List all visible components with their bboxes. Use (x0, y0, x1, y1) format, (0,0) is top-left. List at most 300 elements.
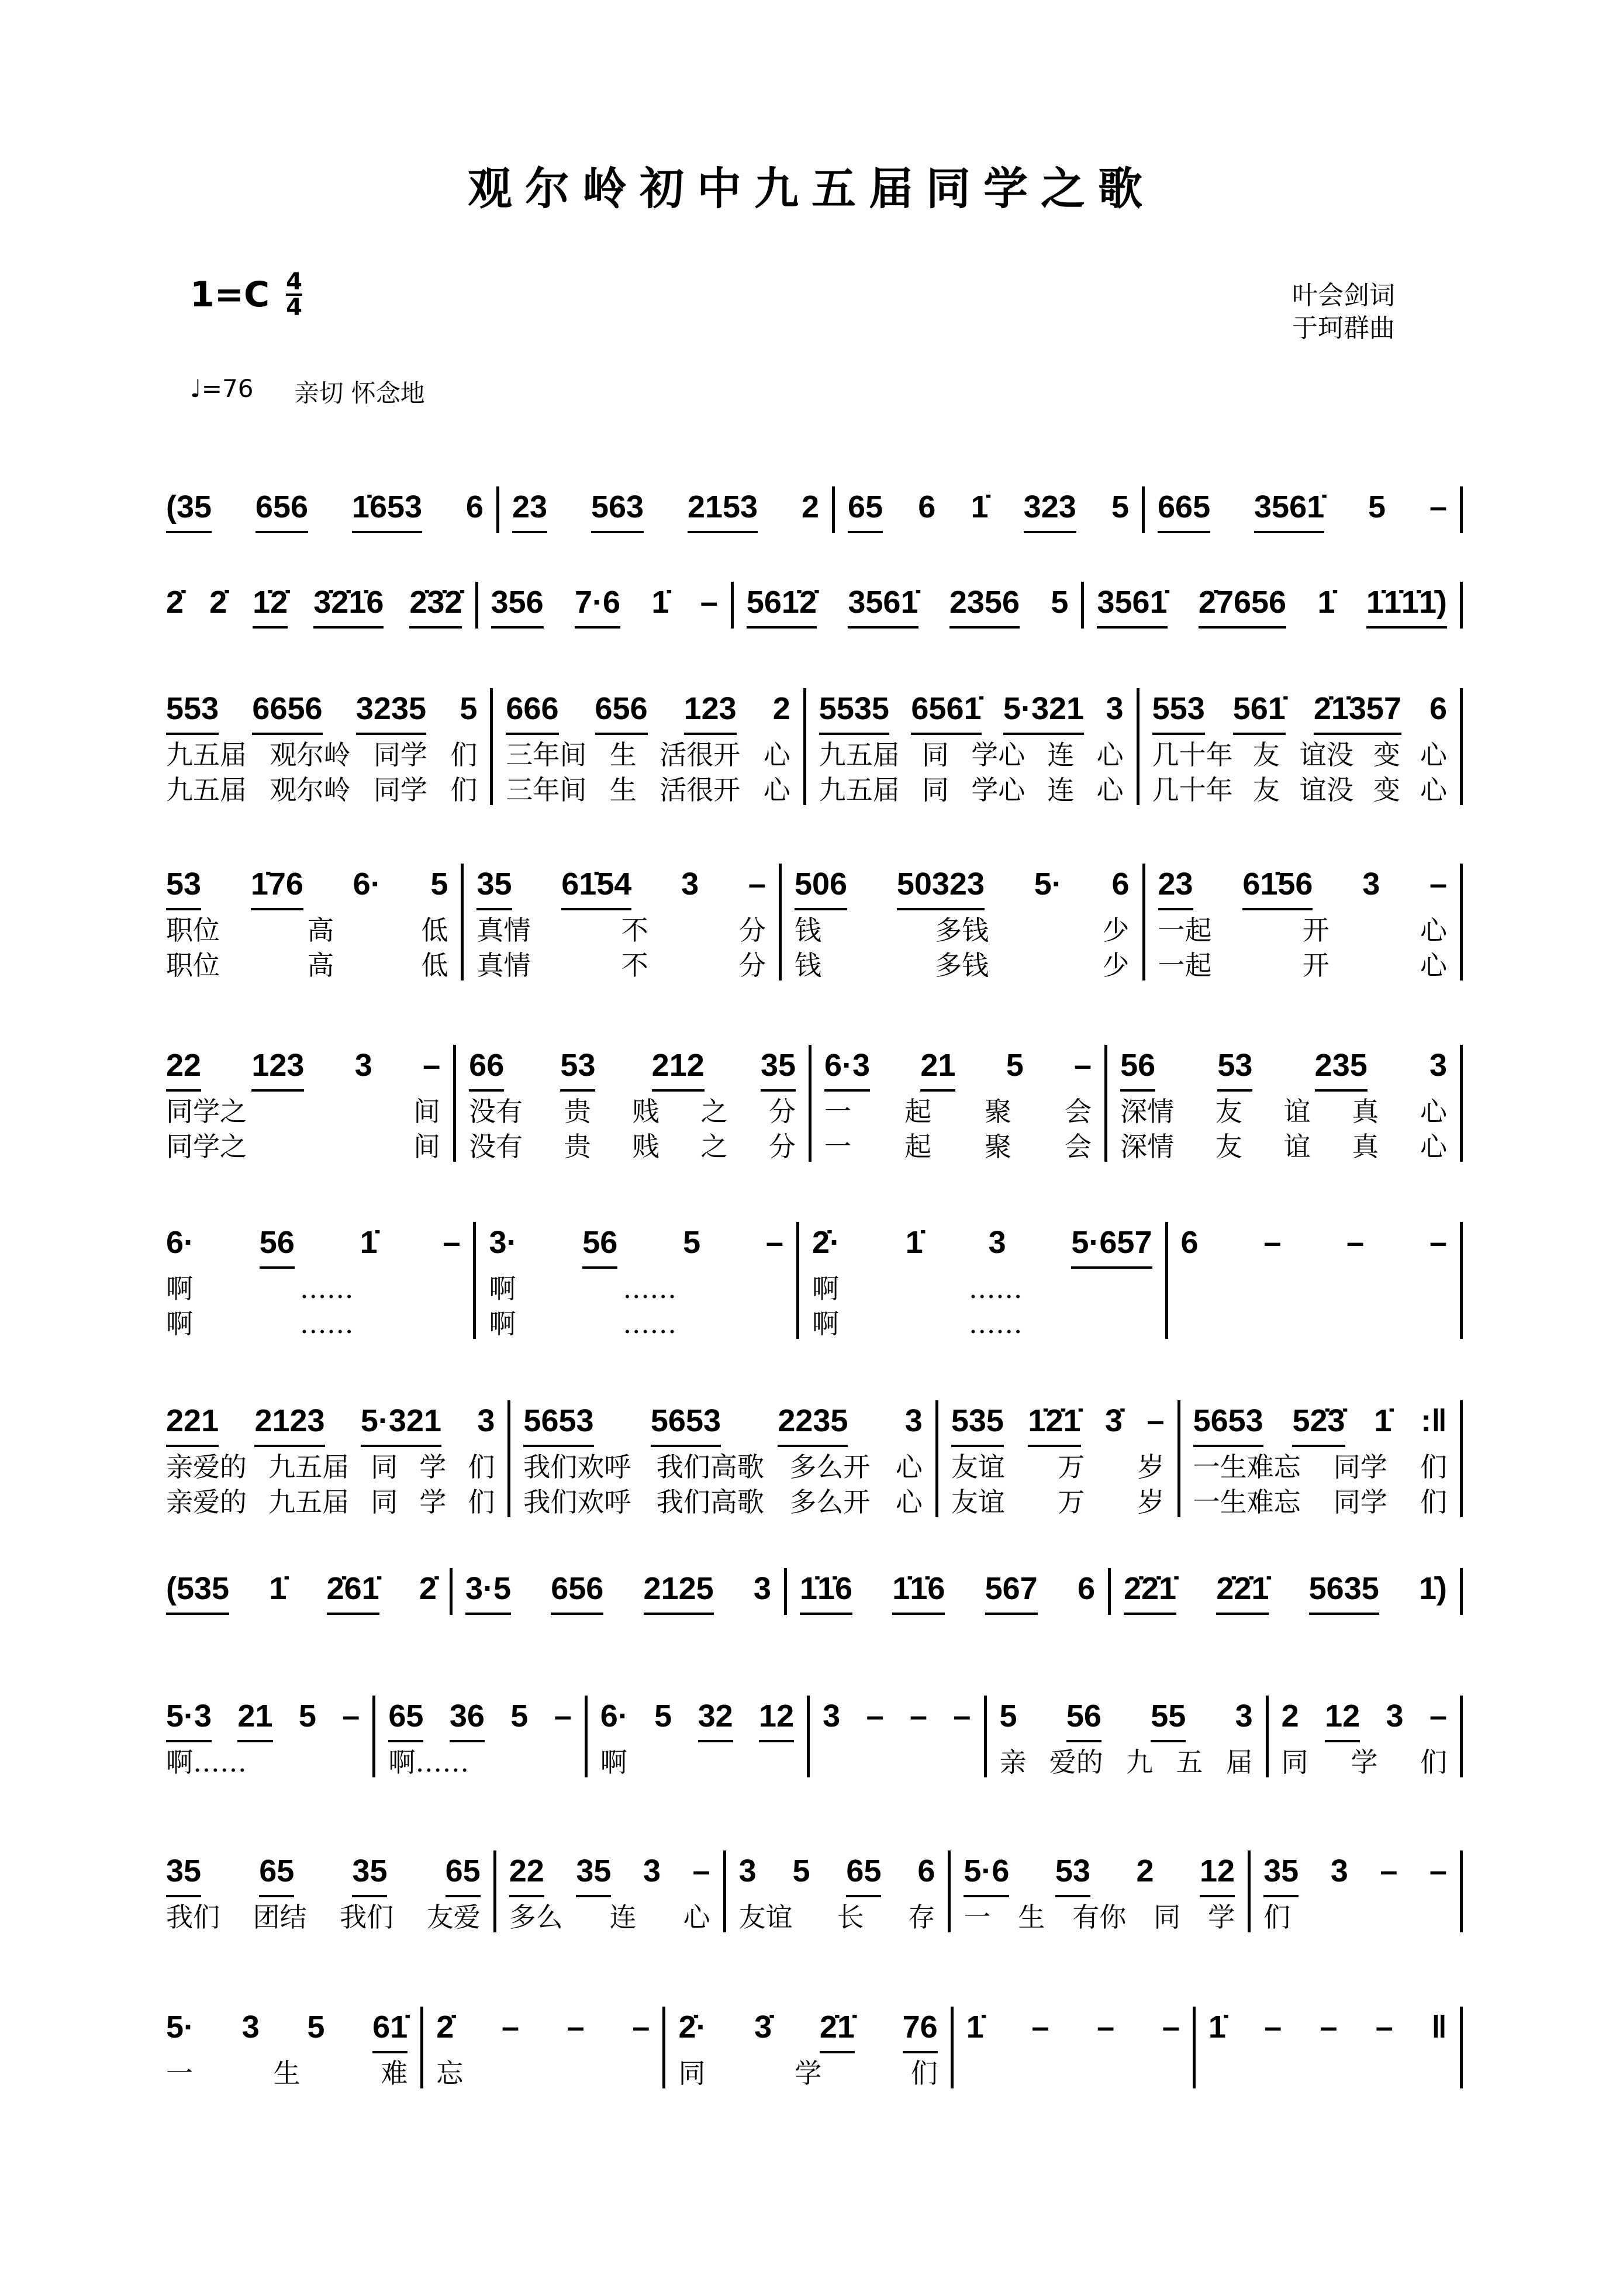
note-group: 2123 (254, 1400, 324, 1447)
measure (935, 1400, 1177, 1517)
lyric-line (819, 740, 1124, 770)
note-group: 2125 (644, 1568, 714, 1615)
lyric-word: 真 (1352, 1131, 1379, 1162)
note-group: – (1031, 2010, 1049, 2045)
note-group: 6561̇ (911, 688, 981, 735)
lyric-line (506, 775, 790, 805)
note-group: 5 (1051, 585, 1069, 620)
lyric-word: 贵 (564, 1131, 591, 1162)
lyric-word: 心 (1420, 914, 1448, 946)
lyric-line (1152, 775, 1447, 805)
note-group: – (700, 585, 718, 620)
lyric-word: 没有 (469, 1096, 523, 1127)
measure-notes (166, 688, 477, 735)
lyric-word: 啊 (489, 1308, 516, 1339)
lyric-word: 少 (1102, 914, 1130, 946)
measure-notes (436, 2007, 650, 2053)
lyric-word: 友爱 (426, 1901, 481, 1933)
lyric-word: 啊…… (388, 1746, 469, 1778)
note-group: 50323 (897, 864, 985, 910)
note-group: 2̇61̇ (327, 1568, 379, 1615)
lyric-word: 一 (824, 1131, 852, 1162)
note-group: 56 (1120, 1045, 1155, 1092)
measure-notes (465, 1568, 771, 1615)
lyric-word: 一 (824, 1096, 852, 1127)
lyric-line (824, 1096, 1092, 1127)
lyric-word: 团结 (253, 1901, 307, 1933)
lyric-word: 开 (1302, 914, 1330, 946)
lyric-line (600, 1747, 794, 1777)
note-group: 3 (1235, 1698, 1253, 1734)
lyric-word: 职位 (166, 950, 220, 981)
lyric-word: 心 (683, 1901, 710, 1933)
note-group: 561̇2̇ (747, 582, 817, 629)
note-group: 567 (985, 1568, 1038, 1615)
note-group: 35 (352, 1850, 387, 1897)
note-group: – (1429, 866, 1448, 902)
note-group: 65 (846, 1850, 881, 1897)
lyric-word: 钱 (794, 914, 821, 946)
note-group: – (1429, 1853, 1447, 1888)
lyric-word: 心 (1420, 1096, 1447, 1127)
note-group: 1̇) (1419, 1571, 1448, 1606)
lyric-line (166, 1308, 460, 1339)
note-group: – (953, 1698, 971, 1734)
note-group: 6 (917, 1853, 935, 1888)
measure (473, 1222, 796, 1339)
lyric-word: 亲爱的 (166, 1486, 247, 1518)
note-group: 53 (166, 864, 201, 910)
note-group: 123 (684, 688, 737, 735)
note-group: 12 (1325, 1696, 1360, 1742)
lyric-word: 啊 (166, 1273, 193, 1304)
lyric-line (1152, 740, 1447, 770)
note-group: 221 (166, 1400, 219, 1447)
note-group: 2356 (949, 582, 1020, 629)
lyric-word: 低 (421, 950, 448, 981)
note-group: – (342, 1698, 360, 1734)
note-group: 5 (298, 1698, 316, 1734)
lyric-word: 同 (371, 1486, 398, 1518)
lyric-word: 同 (921, 739, 949, 771)
note-group: 65 (446, 1850, 481, 1897)
note-group: 3 (1429, 1048, 1447, 1083)
lyric-word: 心 (1096, 774, 1124, 806)
lyric-line (469, 1096, 796, 1127)
note-group: 3̇ (754, 2010, 772, 2045)
note-group: 3 (1362, 866, 1380, 902)
lyric-line (819, 775, 1124, 805)
lyric-word: 一 (166, 2057, 193, 2089)
score-system (164, 1222, 1463, 1339)
lyric-word: 几十年 (1152, 739, 1233, 771)
note-group: 5 (1006, 1048, 1024, 1083)
lyric-word: 学 (795, 2057, 822, 2089)
note-group: 65 (388, 1696, 423, 1742)
note-group: 7·6 (575, 582, 620, 629)
note-group: 3 (477, 1403, 495, 1438)
note-group: 5 (792, 1853, 810, 1888)
lyric-line (166, 740, 477, 770)
lyric-word: 分 (738, 950, 766, 981)
lyric-word: 高 (307, 914, 334, 946)
note-group: 3 (241, 2010, 260, 2045)
note-group: 76 (903, 2007, 938, 2053)
lyric-line (476, 950, 766, 980)
note-group: 5·657 (1071, 1222, 1152, 1269)
note-group: – (1097, 2010, 1115, 2045)
note-group: 1̇ (966, 2010, 984, 2045)
lyric-word: 多么开 (789, 1486, 871, 1518)
lyric-word: 同学之 (166, 1096, 247, 1127)
lyric-word: 贵 (564, 1096, 591, 1127)
note-group: 5 (999, 1698, 1017, 1734)
note-group: 12 (1200, 1850, 1235, 1897)
lyric-word: 心 (1420, 1131, 1447, 1162)
note-group: 2153 (688, 486, 758, 533)
measure (948, 1850, 1248, 1932)
measure-notes (1158, 486, 1447, 533)
measure-notes (747, 582, 1069, 629)
note-group: – (1074, 1048, 1092, 1083)
measure-notes (1152, 688, 1447, 735)
note-group: 2̇ (419, 1571, 437, 1606)
lyric-word: 们 (1420, 1451, 1447, 1483)
note-group: 5 (683, 1225, 701, 1260)
measure (164, 1850, 493, 1932)
note-group: 5·6 (964, 1850, 1009, 1897)
measure-notes (848, 486, 1129, 533)
lyric-word: 难 (381, 2057, 408, 2089)
lyric-line (1193, 1487, 1447, 1517)
lyric-word: 低 (421, 914, 448, 946)
score-system (164, 582, 1463, 629)
lyric-line (1120, 1131, 1447, 1162)
lyric-line (812, 1273, 1152, 1304)
measure (951, 2007, 1193, 2088)
lyric-word: 三年间 (506, 739, 587, 771)
note-group: 6· (353, 866, 381, 902)
lyric-word: 啊…… (166, 1746, 247, 1778)
measure-notes (166, 1400, 495, 1447)
note-group: 323 (1024, 486, 1076, 533)
lyric-line (388, 1747, 571, 1777)
measure-notes (739, 1850, 935, 1897)
measure (507, 1400, 935, 1517)
note-group: 2̇· (811, 1225, 840, 1260)
note-group: 1̇ (651, 585, 669, 620)
note-group: 665 (1158, 486, 1210, 533)
note-group: 2 (801, 489, 819, 524)
note-group: 656 (595, 688, 648, 735)
lyric-word: 心 (1420, 774, 1447, 806)
note-group: 6·3 (824, 1045, 870, 1092)
lyric-word: 们 (468, 1451, 495, 1483)
measure (164, 486, 496, 533)
note-group: 666 (506, 688, 558, 735)
note-group: 22 (509, 1850, 544, 1897)
measure (164, 688, 490, 805)
lyric-word: 同学 (1333, 1451, 1387, 1483)
lyric-word: 多钱 (935, 914, 989, 946)
note-group: 5653 (1193, 1400, 1263, 1447)
note-group: 36 (450, 1696, 485, 1742)
measure-notes (966, 2007, 1180, 2053)
note-group: 53 (1217, 1045, 1252, 1092)
measure-notes (491, 582, 718, 629)
lyric-word: 一生难忘 (1193, 1486, 1301, 1518)
note-group: 2̇2̇1̇ (1216, 1568, 1269, 1615)
lyric-word: 贱 (632, 1096, 659, 1127)
note-group: 2̇1̇ (820, 2007, 855, 2053)
note-group: 6 (1111, 866, 1130, 902)
note-group: 5 (654, 1698, 672, 1734)
score-system (164, 688, 1463, 805)
tempo-marking (190, 374, 425, 409)
measure (420, 2007, 662, 2088)
note-group: 5 (430, 866, 448, 902)
note-group: 3̇ (1105, 1403, 1123, 1438)
score-system (164, 1696, 1463, 1777)
measure (723, 1850, 948, 1932)
note-group: – (1147, 1403, 1165, 1438)
note-group: 2 (772, 691, 790, 726)
lyric-word: 我们欢呼 (523, 1486, 631, 1518)
note-group: 6 (1180, 1225, 1199, 1260)
note-group: 53 (1055, 1850, 1090, 1897)
lyric-word: 连 (609, 1901, 637, 1933)
lyric-word: 生 (609, 774, 637, 806)
measure (1248, 1850, 1463, 1932)
lyric-word: 间 (413, 1096, 441, 1127)
note-group: 6 (1077, 1571, 1095, 1606)
note-group: 5653 (523, 1400, 593, 1447)
measure-notes (469, 1045, 796, 1092)
lyric-word: 一起 (1158, 914, 1212, 946)
measure (1081, 582, 1463, 629)
note-group: 35 (166, 1850, 201, 1897)
lyric-word: 分 (769, 1096, 796, 1127)
lyric-line (166, 1273, 460, 1304)
measure (164, 2007, 420, 2088)
lyric-word: 起 (904, 1131, 932, 1162)
measure (496, 486, 832, 533)
note-group: 12 (759, 1696, 794, 1742)
lyric-line (951, 1452, 1165, 1482)
measure-notes (166, 1222, 460, 1269)
note-group: – (1346, 1225, 1365, 1260)
lyric-word: 变 (1373, 774, 1400, 806)
measure (475, 582, 731, 629)
lyric-line (523, 1452, 922, 1482)
note-group: 5·3 (166, 1696, 212, 1742)
note-group: – (748, 866, 766, 902)
lyric-word: 我们欢呼 (523, 1451, 631, 1483)
lyric-word: 岁 (1137, 1486, 1165, 1518)
lyric-word: 变 (1373, 739, 1400, 771)
measure-notes (1208, 2007, 1447, 2053)
measure-notes (1124, 1568, 1447, 1615)
note-group: 53 (560, 1045, 595, 1092)
lyric-word: 九五届 (268, 1451, 350, 1483)
note-group: – (1380, 1853, 1398, 1888)
note-group: – (423, 1048, 441, 1083)
lyric-word: 三年间 (506, 774, 587, 806)
lyric-word: 生 (609, 739, 637, 771)
measure (461, 864, 779, 980)
note-group: 1̇ (1208, 2010, 1226, 2045)
lyric-word: 万 (1058, 1451, 1085, 1483)
note-group: – (1375, 2010, 1393, 2045)
lyric-word: 钱 (794, 950, 821, 981)
note-group: – (1263, 1225, 1282, 1260)
lyric-line (476, 915, 766, 945)
lyric-word: 学 (419, 1486, 447, 1518)
note-group: ‖ (1431, 2010, 1447, 2045)
lyric-word: 友 (1215, 1131, 1242, 1162)
score-system (164, 1400, 1463, 1517)
lyric-word: 亲 (999, 1746, 1027, 1778)
note-group: 35 (1263, 1850, 1299, 1897)
lyric-word: 高 (307, 950, 334, 981)
note-group: 3 (1106, 691, 1124, 726)
time-signature (286, 270, 302, 319)
page-title: 观尔岭初中九五届同学之歌 (468, 163, 1155, 215)
composer: 于珂群曲 (1292, 313, 1395, 343)
tempo-expression: 亲切 怀念地 (294, 379, 425, 408)
measure (731, 582, 1082, 629)
lyric-word: 们 (450, 774, 478, 806)
note-group: 1̇2̇1̇ (1028, 1400, 1080, 1447)
note-group: 3 (643, 1853, 661, 1888)
measure-notes (964, 1850, 1235, 1897)
lyric-line (1282, 1747, 1447, 1777)
lyric-word: 们 (468, 1486, 495, 1518)
note-group: 3561̇ (1254, 486, 1324, 533)
lyric-word: …… (299, 1308, 354, 1339)
lyric-word: 们 (1263, 1901, 1291, 1933)
note-group: 35 (476, 864, 512, 910)
note-group: 52̇3̇ (1292, 1400, 1345, 1447)
lyric-word: 忘 (436, 2057, 464, 2089)
note-group: :‖ (1421, 1403, 1447, 1438)
measure (490, 688, 803, 805)
lyric-word: 生 (273, 2057, 301, 2089)
measure (164, 1568, 450, 1615)
lyric-word: 深情 (1120, 1096, 1175, 1127)
note-group: 123 (251, 1045, 304, 1092)
lyric-line (509, 1902, 710, 1932)
lyric-word: 起 (904, 1096, 932, 1127)
lyric-word: 啊 (811, 1273, 839, 1304)
note-group: 5635 (1309, 1568, 1379, 1615)
note-group: – (632, 2010, 650, 2045)
note-group: 235 (1315, 1045, 1368, 1092)
note-group: 561̇ (1233, 688, 1286, 735)
note-group: 6· (600, 1698, 629, 1734)
note-group: 1̇76 (251, 864, 303, 910)
measure-notes (795, 864, 1130, 910)
lyric-word: 我们 (166, 1901, 220, 1933)
lyric-line (166, 1096, 440, 1127)
lyric-word: 友谊 (951, 1451, 1005, 1483)
time-bottom: 4 (286, 294, 302, 321)
lyric-word: …… (623, 1273, 677, 1304)
measure-notes (1263, 1850, 1447, 1897)
note-group: 3 (753, 1571, 771, 1606)
note-group: 535 (951, 1400, 1004, 1447)
lyric-word: 同学 (373, 739, 427, 771)
time-top: 4 (286, 268, 302, 295)
measure-notes (166, 2007, 408, 2053)
measure (1142, 864, 1463, 980)
note-group: – (1429, 489, 1447, 524)
lyric-word: 连 (1047, 774, 1075, 806)
note-group: 2 (1281, 1698, 1299, 1734)
lyric-line (166, 1131, 440, 1162)
lyric-line (166, 1902, 481, 1932)
lyric-word: 一生难忘 (1193, 1451, 1301, 1483)
note-group: 2̇2̇1̇ (1124, 1568, 1176, 1615)
note-group: – (692, 1853, 710, 1888)
note-group: 1̇ (1317, 585, 1335, 620)
measure-notes (1158, 864, 1448, 910)
note-group: 21 (920, 1045, 955, 1092)
score-system (164, 1850, 1463, 1932)
score-system (164, 486, 1463, 533)
measure-notes (166, 1045, 440, 1092)
lyric-word: 生 (1018, 1901, 1045, 1933)
lyric-word: 友 (1252, 739, 1280, 771)
key-label: 1=C (190, 274, 270, 315)
lyric-word: …… (299, 1273, 354, 1304)
note-group: – (567, 2010, 585, 2045)
lyric-word: 学 (419, 1451, 447, 1483)
lyric-word: 九五届 (166, 739, 247, 771)
note-group: 61̇56 (1242, 864, 1313, 910)
lyric-line (1158, 915, 1448, 945)
note-group: 5· (1034, 866, 1062, 902)
lyric-word: 们 (450, 739, 478, 771)
note-group: 3 (988, 1225, 1006, 1260)
lyric-line (489, 1308, 783, 1339)
note-group: – (554, 1698, 572, 1734)
lyric-word: 九 (1126, 1746, 1154, 1778)
lyric-line (1263, 1902, 1447, 1932)
lyric-word: 职位 (166, 914, 220, 946)
lyric-word: 友谊 (951, 1486, 1005, 1518)
lyric-word: 爱的 (1049, 1746, 1103, 1778)
lyric-word: 我们 (340, 1901, 394, 1933)
note-group: 1̇ (360, 1225, 378, 1260)
lyric-line (166, 2058, 408, 2088)
lyric-line (812, 1308, 1152, 1339)
note-group: 1̇ (1374, 1403, 1392, 1438)
measure (779, 864, 1142, 980)
measure-notes (823, 1696, 971, 1742)
measure (796, 1222, 1165, 1339)
lyric-word: 不 (621, 914, 648, 946)
note-group: 3̇2̇1̇6 (313, 582, 384, 629)
measure (1266, 1696, 1463, 1777)
measure-notes (509, 1850, 710, 1897)
lyric-line (1120, 1096, 1447, 1127)
measure-notes (523, 1400, 922, 1447)
note-group: 3 (681, 866, 699, 902)
measure-notes (1181, 1222, 1447, 1269)
lyric-word: 之 (700, 1131, 728, 1162)
note-group: 2̇7656 (1199, 582, 1286, 629)
